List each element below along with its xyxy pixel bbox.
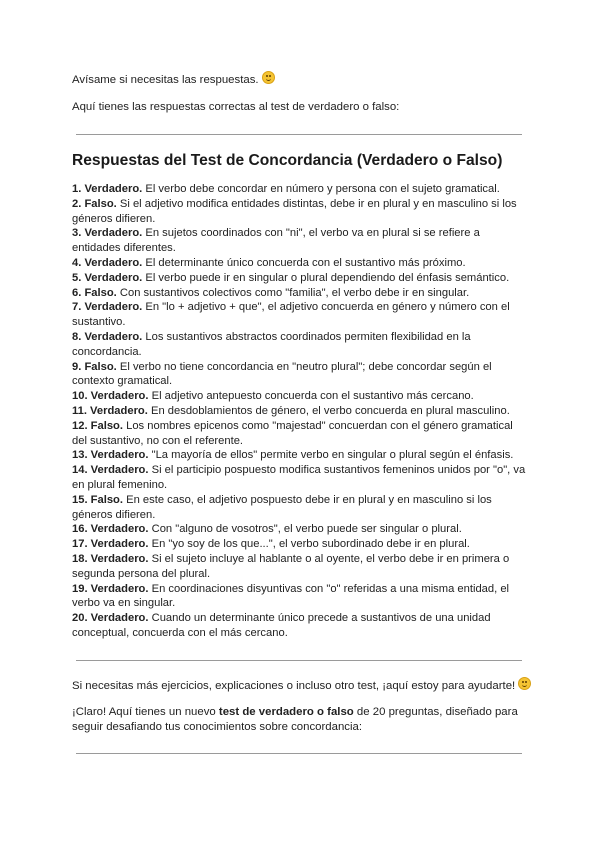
answer-item: 2. Falso. Si el adjetivo modifica entidades distintas, debe ir en plural y en masculino si los géneros difieren. [72, 197, 517, 225]
answer-item: 4. Verdadero. El determinante único concuerda con el sustantivo más próximo. [72, 256, 466, 269]
intro-line-1-text: Avísame si necesitas las respuestas. [72, 74, 259, 86]
answer-item: 16. Verdadero. Con "alguno de vosotros", el verbo puede ser singular o plural. [72, 523, 462, 536]
intro-line-1 [72, 71, 275, 88]
grin-icon [518, 677, 531, 690]
intro-line-2: Aquí tienes las respuestas correctas al test de verdadero o falso: [72, 101, 400, 113]
answer-item: 15. Falso. En este caso, el adjetivo pospuesto debe ir en plural y en masculino si los géneros difieren. [72, 493, 492, 521]
answer-item: 17. Verdadero. En "yo soy de los que...", el verbo subordinado debe ir en plural. [72, 538, 470, 551]
outro-line-1-text: Si necesitas más ejercicios, explicaciones o incluso otro test, ¡aquí estoy para ayudarte! [72, 680, 516, 692]
divider-2 [76, 660, 522, 661]
answer-item: 11. Verdadero. En desdoblamientos de género, el verbo concuerda en plural masculino. [72, 404, 510, 417]
answer-item: 20. Verdadero. Cuando un determinante único precede a sustantivos de una unidad conceptual, concuerda con el más cercano. [72, 612, 491, 639]
answer-item: 9. Falso. El verbo no tiene concordancia en "neutro plural"; debe concordar según el contexto gramatical. [72, 360, 492, 388]
answer-item: 6. Falso. Con sustantivos colectivos como "familia", el verbo debe ir en singular. [72, 286, 470, 299]
smiley-icon [262, 71, 275, 84]
answer-item: 14. Verdadero. Si el participio pospuesto modifica sustantivos femeninos unidos por "o", va en plural femenino. [72, 464, 526, 491]
section-title: Respuestas del Test de Concordancia (Verdadero o Falso) [72, 152, 503, 169]
outro-line-1 [72, 677, 531, 694]
answer-item: 8. Verdadero. Los sustantivos abstractos coordinados permiten flexibilidad en la concordancia. [72, 330, 471, 358]
answer-item: 5. Verdadero. El verbo puede ir en singular o plural dependiendo del énfasis semántico. [72, 271, 510, 284]
answer-item: 1. Verdadero. El verbo debe concordar en número y persona con el sujeto gramatical. [72, 183, 500, 195]
answer-list [72, 182, 528, 641]
answer-item: 10. Verdadero. El adjetivo antepuesto concuerda con el sustantivo más cercano. [72, 390, 474, 403]
divider-1 [76, 134, 522, 135]
answer-item: 19. Verdadero. En coordinaciones disyuntivas con "o" referidas a una misma entidad, el verbo va en singular. [72, 582, 510, 610]
answer-item: 12. Falso. Los nombres epicenos como "majestad" concuerdan con el género gramatical del sustantivo, no con el referente. [72, 419, 513, 447]
divider-3 [76, 753, 522, 754]
outro-line-2: ¡Claro! Aquí tienes un nuevo test de verdadero o falso de 20 preguntas, diseñado para seguir desafiando tus conocimientos sobre concordancia: [72, 706, 518, 733]
answer-item: 13. Verdadero. "La mayoría de ellos" permite verbo en singular o plural según el énfasis. [72, 449, 514, 462]
answer-item: 7. Verdadero. En "lo + adjetivo + que", el adjetivo concuerda en género y número con el sustantivo. [72, 301, 510, 329]
answer-item: 3. Verdadero. En sujetos coordinados con "ni", el verbo va en plural si se refiere a entidades diferentes. [72, 227, 480, 255]
answer-item: 18. Verdadero. Si el sujeto incluye al hablante o al oyente, el verbo debe ir en primera o segunda persona del plural. [72, 552, 510, 580]
